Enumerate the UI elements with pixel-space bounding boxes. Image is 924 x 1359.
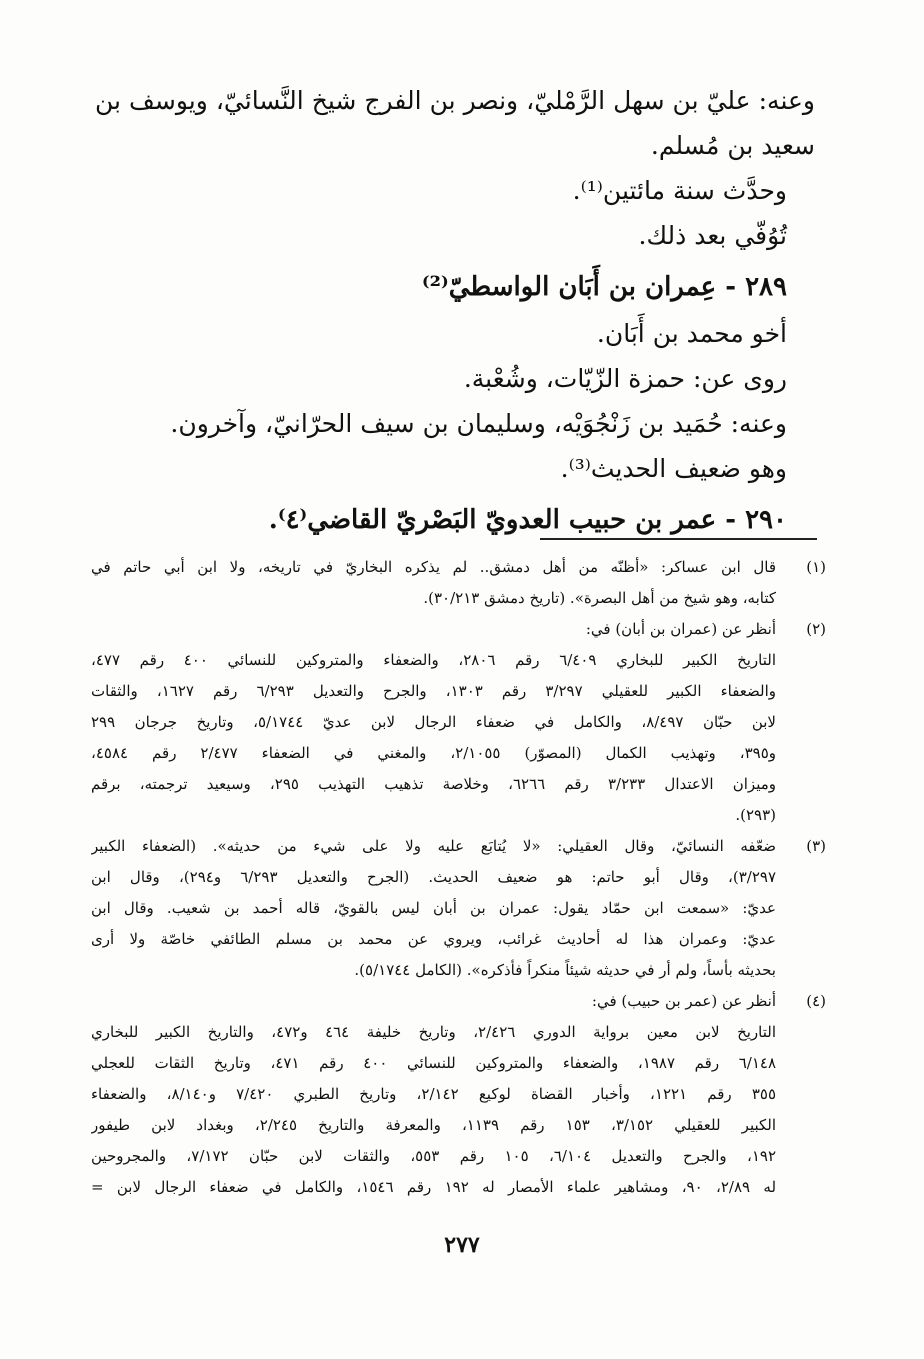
- footnote-line: و٣٩٥، وتهذيب الكمال (المصوّر) ٢/١٠٥٥، والمغني في الضعفاء ٢/٤٧٧ رقم ٤٥٨٤،: [91, 744, 776, 762]
- footnote-line: الكبير للعقيلي ٣/١٥٢، ١٥٣ رقم ١١٣٩، والمعرفة والتاريخ ٢/٢٤٥، وبغداد لابن طيفور: [91, 1116, 776, 1134]
- footnote-line: بحديثه بأساً، ولم أر في حديثه شيئاً منكراً فأذكره». (الكامل ٥/١٧٤٤).: [354, 961, 776, 979]
- footnote-line: قال ابن عساكر: «أظنّه من أهل دمشق.. لم يذكره البخاريّ في تاريخه، ولا ابن أبي حاتم في: [91, 558, 776, 576]
- footnote-2: [91, 614, 826, 831]
- footnote-line: ٣٥٥ رقم ١٢٢١، وأخبار القضاة لوكيع ٢/١٤٢، وتاريخ الطبري ٧/٤٢٠ و٨/١٤٠، والضعفاء: [91, 1085, 776, 1103]
- footnote-line: له ٢/٨٩، ٩٠، ومشاهير علماء الأمصار له ١٩٢ رقم ١٥٤٦، والكامل في ضعفاء الرجال لابن =: [91, 1178, 776, 1196]
- footnote-line: التاريخ لابن معين برواية الدوري ٢/٤٢٦، وتاريخ خليفة ٤٦٤ و٤٧٢، والتاريخ الكبير للبخاري: [91, 1023, 776, 1041]
- footnote-line: ١٩٢، والجرح والتعديل ٦/١٠٤، ١٠٥ رقم ٥٥٣، والثقات لابن حبّان ٧/١٧٢، والمجروحين: [91, 1147, 776, 1165]
- main-text: [95, 78, 815, 544]
- footnote-number: (٤): [806, 992, 826, 1010]
- footnote-line: عديّ: «سمعت ابن حمّاد يقول: عمران بن أبان ليس بالقويّ، قاله أحمد بن شعيب. وقال ابن: [91, 899, 776, 917]
- footnote-line: لابن حبّان ٨/٤٩٧، والكامل في ضعفاء الرجال لابن عديّ ٥/١٧٤٤، وتاريخ جرجان ٢٩٩: [91, 713, 776, 731]
- footnote-separator: [540, 538, 817, 540]
- text-line: روى عن: حمزة الزّيّات، وشُعْبة.: [463, 364, 787, 393]
- footnote-line: وميزان الاعتدال ٣/٢٣٣ رقم ٦٢٦٦، وخلاصة تذهيب التهذيب ٢٩٥، وسيعيد ترجمته، برقم: [91, 775, 776, 793]
- footnote-line: ٦/١٤٨ رقم ١٩٨٧، والضعفاء والمتروكين للنسائي ٤٠٠ رقم ٤٧١، وتاريخ الثقات للعجلي: [91, 1054, 776, 1072]
- entry-heading-289: ٢٨٩ - عِمران بن أَبَان الواسطيّ⁽²⁾: [421, 272, 787, 302]
- footnote-number: (٢): [806, 620, 826, 638]
- text-line: وهو ضعيف الحديث⁽³⁾.: [560, 454, 787, 483]
- footnote-4: [91, 986, 826, 1203]
- text-line: وحدَّث سنة مائتين⁽¹⁾.: [572, 176, 787, 205]
- page-number: ٢٧٧: [444, 1232, 480, 1258]
- footnote-number: (٣): [806, 837, 826, 855]
- footnote-line: التاريخ الكبير للبخاري ٦/٤٠٩ رقم ٢٨٠٦، والضعفاء والمتروكين للنسائي ٤٠٠ رقم ٤٧٧،: [91, 651, 776, 669]
- footnote-line: أنظر عن (عمر بن حبيب) في:: [591, 992, 776, 1010]
- text-line: وعنه: حُمَيد بن زَنْجُوَيْه، وسليمان بن سيف الحرّانيّ، وآخرون.: [170, 409, 787, 438]
- text-line: وعنه: عليّ بن سهل الرَّمْليّ، ونصر بن الفرج شيخ النَّسائيّ، ويوسف بن: [95, 86, 815, 115]
- footnote-number: (١): [806, 558, 826, 576]
- footnote-1: [91, 552, 826, 614]
- footnotes: [91, 552, 826, 1203]
- footnote-line: (٢٩٣).: [735, 806, 776, 824]
- footnote-line: أنظر عن (عمران بن أبان) في:: [585, 620, 776, 638]
- footnote-line: ضعّفه النسائيّ، وقال العقيلي: «لا يُتابَع عليه ولا على شيء من حديثه». (الضعفاء الكبير: [91, 837, 776, 855]
- text-line: أخو محمد بن أَبَان.: [596, 319, 787, 348]
- footnote-line: والضعفاء الكبير للعقيلي ٣/٢٩٧ رقم ١٣٠٣، والجرح والتعديل ٦/٢٩٣ رقم ١٦٢٧، والثقات: [91, 682, 776, 700]
- text-line: سعيد بن مُسلم.: [650, 131, 815, 160]
- entry-heading-290: ٢٩٠ - عمر بن حبيب العدويّ البَصْريّ القاضي⁽٤⁾.: [268, 505, 787, 535]
- text-line: تُوُفّي بعد ذلك.: [638, 221, 787, 250]
- footnote-3: [91, 831, 826, 986]
- footnote-line: ٣/٢٩٧)، وقال أبو حاتم: هو ضعيف الحديث. (الجرح والتعديل ٦/٢٩٣ و٢٩٤)، وقال ابن: [91, 868, 776, 886]
- footnote-line: كتابه، وهو شيخ من أهل البصرة». (تاريخ دمشق ٣٠/٢١٣).: [423, 589, 776, 607]
- footnote-line: عديّ: وعمران هذا له أحاديث غرائب، ويروي عن محمد بن مسلم الطائفي خاصّة ولا أرى: [91, 930, 776, 948]
